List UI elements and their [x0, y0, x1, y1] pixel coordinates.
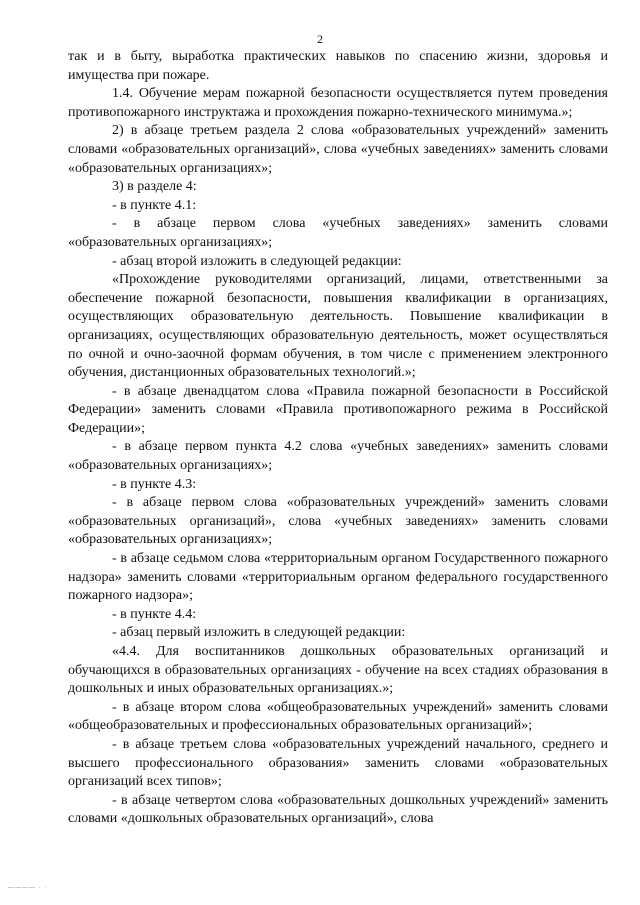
paragraph: 1.4. Обучение мерам пожарной безопасности осуществляется путем проведения противопожарного инструктажа и прохождения пожарно-технического минимума.»; — [68, 86, 608, 120]
paragraph: - в пункте 4.4: — [112, 606, 197, 622]
footer-mark: ———— · · — [8, 885, 48, 891]
paragraph: 2) в абзаце третьем раздела 2 слова «образовательных учреждений» заменить словами «образовательных организаций», слова «учебных заведениях» заменить словами «образовательных организациях»; — [68, 123, 608, 176]
paragraph: - в абзаце четвертом слова «образовательных дошкольных учреждений» заменить словами «дошкольных образовательных организаций», слова — [68, 792, 608, 827]
paragraph: - в абзаце первом пункта 4.2 слова «учебных заведениях» заменить словами «образовательных организациях»; — [68, 439, 608, 474]
paragraph: - в абзаце втором слова «общеобразовательных учреждений» заменить словами «общеобразовательных и профессиональных образовательных организаций»; — [68, 699, 608, 734]
paragraph: - в абзаце двенадцатом слова «Правила пожарной безопасности в Российской Федерации» заменить словами «Правила противопожарного режима в Российской Федерации»; — [68, 383, 608, 436]
paragraph: 3) в разделе 4: — [112, 179, 197, 195]
paragraph: «Прохождение руководителями организаций, лицами, ответственными за обеспечение пожарной безопасности, повышения квалификации в организациях, осуществляющих образовательную деятельность. Повышение квалификации в организациях, осуществляющих образовательную деятельность, может осуществляться по очной и очно-заочной формам обучения, в том числе с применением электронного обучения, дистанционных образовательных технологий.»; — [68, 272, 608, 381]
paragraph: - в абзаце первом слова «образовательных учреждений» заменить словами «образовательных организаций», слова «учебных заведениях» заменить словами «образовательных организациях»; — [68, 495, 608, 548]
document-body — [68, 48, 608, 829]
paragraph: так и в быту, выработка практических навыков по спасению жизни, здоровья и имущества при пожаре. — [68, 49, 608, 83]
paragraph: - в абзаце седьмом слова «территориальным органом Государственного пожарного надзора» заменить словами «территориальным органом федерального государственного пожарного надзора»; — [68, 551, 608, 604]
paragraph: - в абзаце третьем слова «образовательных учреждений начального, среднего и высшего профессионального образования» заменить словами «образовательных организаций всех типов»; — [68, 736, 608, 790]
paragraph: - в пункте 4.1: — [112, 197, 197, 213]
paragraph: «4.4. Для воспитанников дошкольных образовательных организаций и обучающихся в образовательных организациях - обучение на всех стадиях образования в дошкольных и иных образовательных организациях.»; — [68, 644, 608, 697]
paragraph: - абзац второй изложить в следующей редакции: — [112, 253, 402, 269]
paragraph: - в пункте 4.3: — [112, 476, 197, 492]
paragraph: - абзац первый изложить в следующей редакции: — [112, 625, 406, 641]
paragraph: - в абзаце первом слова «учебных заведениях» заменить словами «образовательных организациях»; — [68, 216, 608, 250]
page-number: 2 — [317, 32, 323, 46]
